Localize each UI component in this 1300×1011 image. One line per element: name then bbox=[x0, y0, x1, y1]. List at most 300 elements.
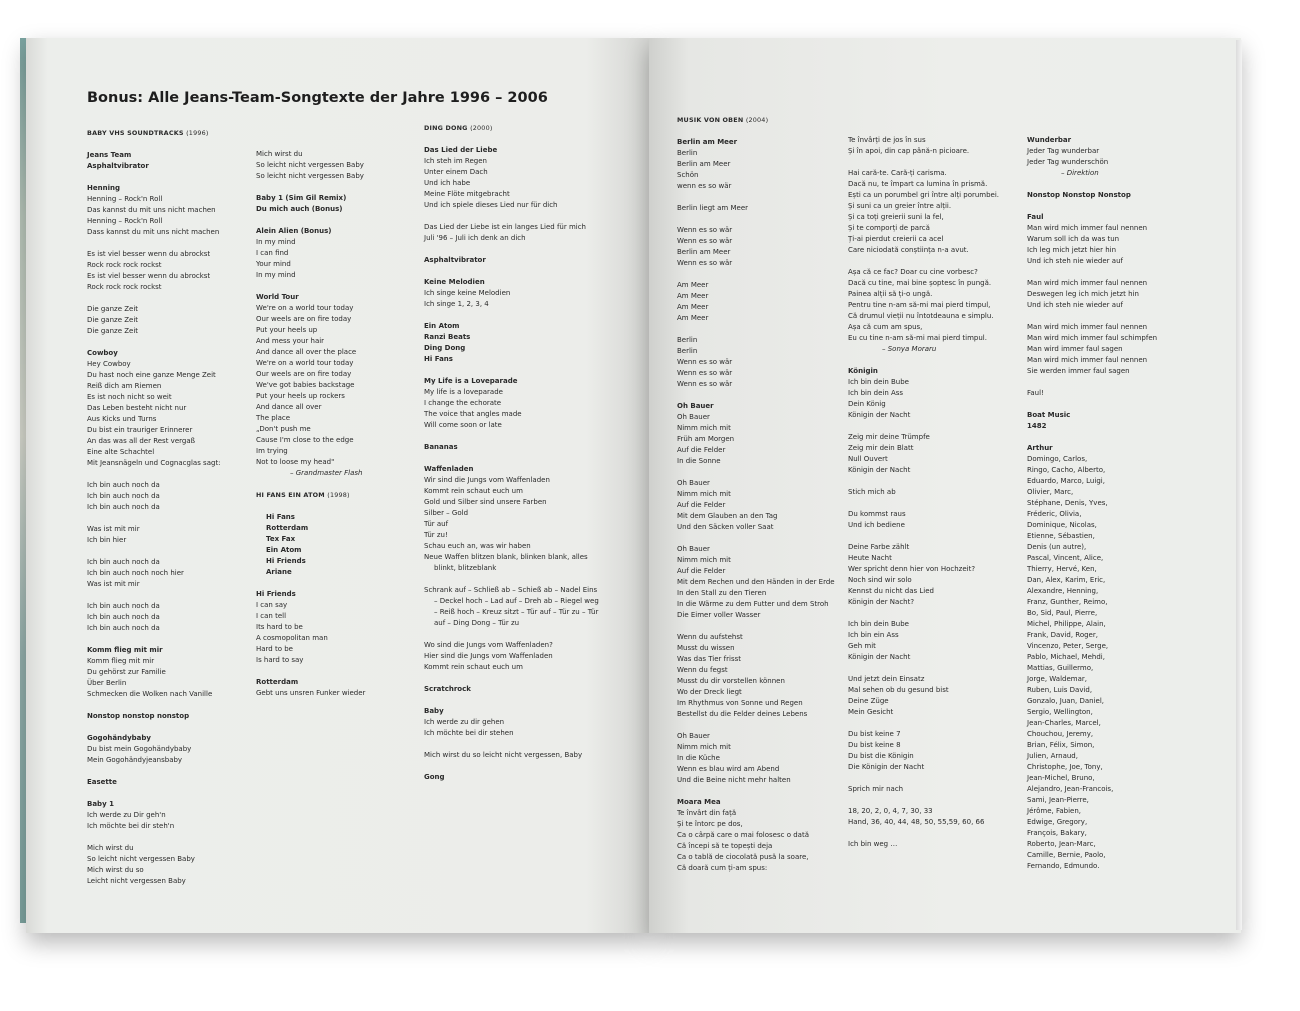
lyric-line: Geh mit bbox=[848, 642, 876, 650]
song-title: Faul bbox=[1027, 213, 1044, 221]
song-title: My Life is a Loveparade bbox=[424, 377, 518, 385]
song-title: World Tour bbox=[256, 293, 299, 301]
lyric-line: Mich wirst du so leicht nicht vergessen, Baby bbox=[424, 751, 583, 759]
lyric-line: Ți-ai pierdut creierii ca acel bbox=[848, 235, 944, 243]
song-title: Arthur bbox=[1027, 444, 1053, 452]
lyric-line: Du hast noch eine ganze Menge Zeit bbox=[87, 371, 216, 379]
lyric-line: Leicht nicht vergessen Baby bbox=[87, 877, 186, 885]
lyric-block bbox=[256, 512, 365, 578]
lyric-block bbox=[87, 348, 221, 469]
lyric-block bbox=[1027, 190, 1157, 201]
lyric-line: auf – Ding Dong – Tür zu bbox=[434, 619, 520, 627]
lyric-line: Man wird mich immer faul nennen bbox=[1027, 323, 1148, 331]
lyric-block bbox=[87, 711, 221, 722]
lyric-line: Dacă nu, te împart ca lumina în prismă. bbox=[848, 180, 988, 188]
lyric-line: Und ich spiele dieses Lied nur für dich bbox=[424, 201, 558, 209]
lyric-line: Christophe, Joe, Tony, bbox=[1027, 763, 1103, 771]
lyric-line: Și suni ca un greier între alții. bbox=[848, 202, 952, 210]
lyric-block bbox=[1027, 388, 1157, 399]
lyric-line: Deine Farbe zählt bbox=[848, 543, 910, 551]
lyric-line: Hard to be bbox=[256, 645, 293, 653]
lyric-line: Stich mich ab bbox=[848, 488, 896, 496]
lyric-line: Die Königin der Nacht bbox=[848, 763, 925, 771]
lyric-block bbox=[87, 799, 221, 832]
lyric-line: Ich bin auch noch da bbox=[87, 558, 160, 566]
song-title: Tex Fax bbox=[266, 535, 296, 543]
song-title: Hi Fans bbox=[266, 513, 295, 521]
lyric-line: Im trying bbox=[256, 447, 288, 455]
song-title: Scratchrock bbox=[424, 685, 471, 693]
lyric-line: Jorge, Waldemar, bbox=[1027, 675, 1087, 683]
song-title: Baby 1 (Sim Gil Remix) bbox=[256, 194, 347, 202]
lyric-line: Alejandro, Jean-Francois, bbox=[1027, 785, 1114, 793]
text-column-3 bbox=[424, 123, 599, 794]
lyric-block bbox=[1027, 135, 1157, 179]
song-title: Ein Atom bbox=[266, 546, 302, 554]
lyric-line: We're on a world tour today bbox=[256, 304, 354, 312]
lyric-block bbox=[256, 149, 365, 182]
lyric-line: Und die Beine nicht mehr halten bbox=[677, 776, 791, 784]
lyric-line: Dacă cu tine, mai bine șoptesc în pungă. bbox=[848, 279, 992, 287]
lyric-line: Wo sind die Jungs vom Waffenladen? bbox=[424, 641, 553, 649]
lyric-line: Put your heels up bbox=[256, 326, 318, 334]
lyric-line: Nimm mich mit bbox=[677, 490, 731, 498]
lyric-line: Man wird mich immer faul schimpfen bbox=[1027, 334, 1158, 342]
lyric-block bbox=[256, 589, 365, 666]
lyric-line: Ringo, Cacho, Alberto, bbox=[1027, 466, 1106, 474]
lyric-line: Und ich bediene bbox=[848, 521, 905, 529]
lyric-line: Am Meer bbox=[677, 314, 709, 322]
lyric-line: So leicht nicht vergessen Baby bbox=[87, 855, 195, 863]
lyric-line: A cosmopolitan man bbox=[256, 634, 328, 642]
song-title: Ein Atom bbox=[424, 322, 460, 330]
lyric-line: Am Meer bbox=[677, 303, 709, 311]
lyric-block bbox=[848, 366, 999, 421]
lyric-line: Ich bin dein Bube bbox=[848, 378, 909, 386]
lyric-block bbox=[256, 193, 365, 215]
lyric-line: Zeig mir dein Blatt bbox=[848, 444, 914, 452]
lyric-line: Die Eimer voller Wasser bbox=[677, 611, 761, 619]
lyric-line: Jérôme, Fabien, bbox=[1027, 807, 1081, 815]
lyric-line: Mit Jeansnägeln und Cognacglas sagt: bbox=[87, 459, 221, 467]
lyric-line: Așa că cum am spus, bbox=[848, 323, 923, 331]
lyric-line: Komm flieg mit mir bbox=[87, 657, 155, 665]
lyric-line: Michel, Philippe, Alain, bbox=[1027, 620, 1106, 628]
lyric-line: Wenn du aufstehst bbox=[677, 633, 743, 641]
lyric-line: Frank, David, Roger, bbox=[1027, 631, 1098, 639]
lyric-block bbox=[424, 222, 599, 244]
lyric-line: Aus Kicks und Turns bbox=[87, 415, 157, 423]
lyric-line: blinkt, blitzeblank bbox=[434, 564, 497, 572]
lyric-block bbox=[848, 135, 999, 157]
lyric-line: François, Bakary, bbox=[1027, 829, 1087, 837]
lyric-line: Vincenzo, Peter, Serge, bbox=[1027, 642, 1109, 650]
lyric-line: Schmecken die Wolken nach Vanille bbox=[87, 690, 213, 698]
lyric-line: Königin der Nacht bbox=[848, 466, 911, 474]
lyric-line: Ich bin dein Bube bbox=[848, 620, 909, 628]
lyric-line: Man wird mich immer faul nennen bbox=[1027, 356, 1148, 364]
lyric-line: I can find bbox=[256, 249, 289, 257]
lyric-line: Dominique, Nicolas, bbox=[1027, 521, 1097, 529]
lyric-line: Du bist keine 7 bbox=[848, 730, 901, 738]
lyric-line: Hai cară-te. Cară-ți carisma. bbox=[848, 169, 947, 177]
lyric-line: And dance all over bbox=[256, 403, 322, 411]
lyric-line: Oh Bauer bbox=[677, 732, 710, 740]
lyric-line: We're on a world tour today bbox=[256, 359, 354, 367]
song-title: Bananas bbox=[424, 443, 458, 451]
lyric-line: Ich bin auch noch noch hier bbox=[87, 569, 184, 577]
lyric-line: Die ganze Zeit bbox=[87, 305, 139, 313]
lyric-block bbox=[677, 225, 835, 269]
lyric-block bbox=[424, 464, 599, 574]
lyric-line: Man wird mich immer faul nennen bbox=[1027, 224, 1148, 232]
lyric-line: Silber – Gold bbox=[424, 509, 469, 517]
lyric-line: Mattias, Guillermo, bbox=[1027, 664, 1094, 672]
lyric-line: Kennst du nicht das Lied bbox=[848, 587, 934, 595]
lyric-line: The voice that angles made bbox=[424, 410, 522, 418]
lyric-line: Früh am Morgen bbox=[677, 435, 735, 443]
lyric-line: Die ganze Zeit bbox=[87, 327, 139, 335]
lyric-line: Care niciodată conștiința n-a avut. bbox=[848, 246, 969, 254]
lyric-line: Pentru tine n-am să-mi mai pierd timpul, bbox=[848, 301, 991, 309]
lyric-line: Așa că ce fac? Doar cu cine vorbesc? bbox=[848, 268, 978, 276]
song-title: Gogohändybaby bbox=[87, 734, 151, 742]
lyric-line: Und ich steh nie wieder auf bbox=[1027, 301, 1123, 309]
lyric-line: Mit dem Glauben an den Tag bbox=[677, 512, 778, 520]
lyric-line: Pablo, Michael, Mehdi, bbox=[1027, 653, 1105, 661]
lyric-line: Unter einem Dach bbox=[424, 168, 488, 176]
song-title: Baby bbox=[424, 707, 444, 715]
lyric-line: Sprich mir nach bbox=[848, 785, 904, 793]
lyric-line: Was ist mit mir bbox=[87, 580, 140, 588]
lyric-line: Că drumul vieții nu întotdeauna e simplu. bbox=[848, 312, 994, 320]
text-column-6 bbox=[1027, 135, 1157, 883]
lyric-line: Eu cu tine n-am să-mi mai pierd timpul. bbox=[848, 334, 987, 342]
lyric-block bbox=[87, 183, 221, 238]
lyric-line: Jeder Tag wunderschön bbox=[1027, 158, 1109, 166]
lyric-block bbox=[677, 203, 835, 214]
lyric-block bbox=[87, 249, 221, 293]
lyric-line: Schön bbox=[677, 171, 699, 179]
lyric-line: Ich bin hier bbox=[87, 536, 127, 544]
lyric-block bbox=[87, 645, 221, 700]
lyric-block bbox=[87, 150, 221, 172]
lyric-line: The place bbox=[256, 414, 291, 422]
song-title: Asphaltvibrator bbox=[424, 256, 486, 264]
lyric-line: Rock rock rock rockst bbox=[87, 283, 162, 291]
lyric-block bbox=[848, 806, 999, 828]
lyric-line: Wir sind die Jungs vom Waffenladen bbox=[424, 476, 550, 484]
lyric-block bbox=[424, 145, 599, 211]
song-title: Das Lied der Liebe bbox=[424, 146, 498, 154]
lyric-line: Eduardo, Marco, Luigi, bbox=[1027, 477, 1105, 485]
song-title: Oh Bauer bbox=[677, 402, 714, 410]
lyric-line: Jeder Tag wunderbar bbox=[1027, 147, 1100, 155]
lyric-line: Königin der Nacht bbox=[848, 653, 911, 661]
lyric-line: Nimm mich mit bbox=[677, 743, 731, 751]
lyric-line: Und ich habe bbox=[424, 179, 471, 187]
song-title: Ariane bbox=[266, 568, 292, 576]
lyric-line: Berlin am Meer bbox=[677, 160, 731, 168]
lyric-block bbox=[424, 772, 599, 783]
lyric-line: Es ist viel besser wenn du abrockst bbox=[87, 250, 211, 258]
lyric-line: Und den Säcken voller Saat bbox=[677, 523, 774, 531]
lyric-line: Berlin bbox=[677, 149, 698, 157]
song-title: Ranzi Beats bbox=[424, 333, 471, 341]
lyric-line: Că începi să te topești deja bbox=[677, 842, 773, 850]
lyric-line: Roberto, Jean-Marc, bbox=[1027, 840, 1096, 848]
lyric-attribution: – Direktion bbox=[1061, 169, 1099, 177]
lyric-line: Henning – Rock'n Roll bbox=[87, 195, 163, 203]
lyric-line: Es ist noch nicht so weit bbox=[87, 393, 172, 401]
lyric-line: Ca o tablă de ciocolată pusă la soare, bbox=[677, 853, 809, 861]
lyric-line: Mich wirst du bbox=[256, 150, 303, 158]
lyric-block bbox=[848, 432, 999, 476]
lyric-line: So leicht nicht vergessen Baby bbox=[256, 161, 364, 169]
song-title: Keine Melodien bbox=[424, 278, 485, 286]
lyric-block bbox=[87, 524, 221, 546]
lyric-line: Faul! bbox=[1027, 389, 1044, 397]
lyric-line: Über Berlin bbox=[87, 679, 127, 687]
lyric-line: Wenn es so wär bbox=[677, 259, 733, 267]
lyric-line: Am Meer bbox=[677, 281, 709, 289]
lyric-line: An das was all der Rest vergaß bbox=[87, 437, 196, 445]
lyric-line: Jean-Michel, Bruno, bbox=[1027, 774, 1095, 782]
lyric-line: Nimm mich mit bbox=[677, 556, 731, 564]
lyric-line: Eine alte Schachtel bbox=[87, 448, 155, 456]
lyric-line: Berlin bbox=[677, 347, 698, 355]
lyric-line: In my mind bbox=[256, 271, 296, 279]
lyric-line: Man wird immer faul sagen bbox=[1027, 345, 1123, 353]
lyric-line: Bestellst du die Felder deines Lebens bbox=[677, 710, 808, 718]
lyric-line: Ca o cârpă care o mai folosesc o dată bbox=[677, 831, 809, 839]
lyric-line: Și te întorc pe dos, bbox=[677, 820, 743, 828]
lyric-line: Ich bin auch noch da bbox=[87, 503, 160, 511]
lyric-line: Reiß dich am Riemen bbox=[87, 382, 162, 390]
lyric-line: Ich bin auch noch da bbox=[87, 613, 160, 621]
lyric-line: Oh Bauer bbox=[677, 479, 710, 487]
lyric-block bbox=[87, 304, 221, 337]
song-title: Nonstop nonstop nonstop bbox=[87, 712, 190, 720]
lyric-block bbox=[848, 509, 999, 531]
lyric-block bbox=[677, 632, 835, 720]
lyric-line: In den Stall zu den Tieren bbox=[677, 589, 767, 597]
lyric-line: Schau euch an, was wir haben bbox=[424, 542, 531, 550]
lyric-block bbox=[87, 480, 221, 513]
lyric-line: Rock rock rock rockst bbox=[87, 261, 162, 269]
song-title: Hi Friends bbox=[266, 557, 306, 565]
lyric-line: In my mind bbox=[256, 238, 296, 246]
lyric-line: Sergio, Wellington, bbox=[1027, 708, 1093, 716]
lyric-line: Und ich steh nie wieder auf bbox=[1027, 257, 1123, 265]
lyric-line: Du bist mein Gogohändybaby bbox=[87, 745, 192, 753]
lyric-line: Gold und Silber sind unsere Farben bbox=[424, 498, 547, 506]
lyric-block bbox=[424, 442, 599, 453]
lyric-line: Jean-Charles, Marcel, bbox=[1027, 719, 1101, 727]
lyric-line: Am Meer bbox=[677, 292, 709, 300]
lyric-line: Wer spricht denn hier von Hochzeit? bbox=[848, 565, 976, 573]
section-heading: HI FANS EIN ATOM (1998) bbox=[256, 491, 350, 499]
lyric-line: Sie werden immer faul sagen bbox=[1027, 367, 1130, 375]
lyric-line: Das Leben besteht nicht nur bbox=[87, 404, 187, 412]
lyric-line: Wenn es so wär bbox=[677, 369, 733, 377]
song-title: Baby 1 bbox=[87, 800, 114, 808]
lyric-block bbox=[848, 619, 999, 663]
text-column-2 bbox=[256, 149, 365, 710]
lyric-line: Brian, Félix, Simon, bbox=[1027, 741, 1095, 749]
lyric-block bbox=[848, 487, 999, 498]
lyric-line: Henning – Rock'n Roll bbox=[87, 217, 163, 225]
page-title: Bonus: Alle Jeans-Team-Songtexte der Jahre 1996 – 2006 bbox=[87, 90, 548, 106]
song-title: Hi Friends bbox=[256, 590, 296, 598]
lyric-block bbox=[1027, 410, 1157, 432]
lyric-line: So leicht nicht vergessen Baby bbox=[256, 172, 364, 180]
lyric-block bbox=[677, 731, 835, 786]
lyric-line: Du kommst raus bbox=[848, 510, 906, 518]
lyric-block bbox=[848, 674, 999, 718]
lyric-line: Musst du wissen bbox=[677, 644, 735, 652]
lyric-line: Oh Bauer bbox=[677, 413, 710, 421]
lyric-block bbox=[848, 839, 999, 850]
lyric-line: Du gehörst zur Familie bbox=[87, 668, 166, 676]
lyric-line: Fréderic, Olivia, bbox=[1027, 510, 1082, 518]
lyric-line: Ruben, Luis David, bbox=[1027, 686, 1093, 694]
song-title: Ding Dong bbox=[424, 344, 466, 352]
lyric-line: Wenn du fegst bbox=[677, 666, 728, 674]
lyric-line: We've got babies backstage bbox=[256, 381, 355, 389]
song-title: Komm flieg mit mir bbox=[87, 646, 163, 654]
song-title: Jeans Team bbox=[87, 151, 132, 159]
lyric-line: Berlin am Meer bbox=[677, 248, 731, 256]
lyric-line: Denis (un autre), bbox=[1027, 543, 1087, 551]
lyric-line: „Don't push me bbox=[256, 425, 311, 433]
lyric-block bbox=[424, 684, 599, 695]
lyric-line: My life is a loveparade bbox=[424, 388, 503, 396]
lyric-line: Zeig mir deine Trümpfe bbox=[848, 433, 930, 441]
lyric-line: Hier sind die Jungs vom Waffenladen bbox=[424, 652, 553, 660]
lyric-line: Și ca toți greierii suni la fel, bbox=[848, 213, 944, 221]
lyric-line: Noch sind wir solo bbox=[848, 576, 912, 584]
lyric-line: I can say bbox=[256, 601, 288, 609]
lyric-line: Wenn es so wär bbox=[677, 380, 733, 388]
lyric-line: Ich bin weg … bbox=[848, 840, 898, 848]
song-title: Easette bbox=[87, 778, 117, 786]
lyric-line: Königin der Nacht? bbox=[848, 598, 915, 606]
lyric-block bbox=[424, 640, 599, 673]
lyric-block bbox=[848, 784, 999, 795]
lyric-line: Fernando, Edmundo. bbox=[1027, 862, 1100, 870]
lyric-line: Mich wirst du bbox=[87, 844, 134, 852]
song-title: Königin bbox=[848, 367, 878, 375]
lyric-line: Oh Bauer bbox=[677, 545, 710, 553]
lyric-line: Tür auf bbox=[424, 520, 449, 528]
lyric-line: Deswegen leg ich mich jetzt hin bbox=[1027, 290, 1139, 298]
lyric-line: Dass kannst du mit uns nicht machen bbox=[87, 228, 220, 236]
lyric-block bbox=[424, 706, 599, 739]
song-title: Boat Music bbox=[1027, 411, 1071, 419]
lyric-line: Du bist die Königin bbox=[848, 752, 914, 760]
lyric-block bbox=[424, 321, 599, 365]
lyric-line: Edwige, Gregory, bbox=[1027, 818, 1088, 826]
song-title: 1482 bbox=[1027, 422, 1047, 430]
lyric-block bbox=[677, 478, 835, 533]
lyric-block bbox=[87, 601, 221, 634]
lyric-block bbox=[424, 750, 599, 761]
lyric-block bbox=[87, 557, 221, 590]
song-title: Nonstop Nonstop Nonstop bbox=[1027, 191, 1131, 199]
lyric-line: Camille, Bernie, Paolo, bbox=[1027, 851, 1106, 859]
lyric-line: Ich bin ein Ass bbox=[848, 631, 899, 639]
lyric-line: Null Ouvert bbox=[848, 455, 888, 463]
lyric-block bbox=[424, 255, 599, 266]
lyric-line: Ich bin auch noch da bbox=[87, 481, 160, 489]
lyric-line: Ich singe 1, 2, 3, 4 bbox=[424, 300, 489, 308]
song-title: Wunderbar bbox=[1027, 136, 1072, 144]
lyric-line: Meine Flöte mitgebracht bbox=[424, 190, 510, 198]
lyric-line: Die ganze Zeit bbox=[87, 316, 139, 324]
lyric-block bbox=[87, 777, 221, 788]
lyric-line: Schrank auf – Schließ ab – Schieß ab – Nadel Eins bbox=[424, 586, 598, 594]
lyric-block bbox=[1027, 322, 1157, 377]
lyric-attribution: – Grandmaster Flash bbox=[290, 469, 363, 477]
lyric-line: In die Küche bbox=[677, 754, 720, 762]
lyric-line: Es ist viel besser wenn du abrockst bbox=[87, 272, 211, 280]
lyric-block bbox=[848, 267, 999, 355]
lyric-line: Ich bin auch noch da bbox=[87, 492, 160, 500]
lyric-line: Auf die Felder bbox=[677, 501, 726, 509]
lyric-line: Is hard to say bbox=[256, 656, 304, 664]
lyric-line: Auf die Felder bbox=[677, 446, 726, 454]
lyric-line: Dein König bbox=[848, 400, 886, 408]
song-title: Berlin am Meer bbox=[677, 138, 738, 146]
lyric-line: Man wird mich immer faul nennen bbox=[1027, 279, 1148, 287]
lyric-line: Its hard to be bbox=[256, 623, 303, 631]
lyric-line: Will come soon or late bbox=[424, 421, 502, 429]
lyric-line: Olivier, Marc, bbox=[1027, 488, 1074, 496]
lyric-line: – Deckel hoch – Lad auf – Dreh ab – Riegel weg bbox=[434, 597, 599, 605]
lyric-line: Nimm mich mit bbox=[677, 424, 731, 432]
lyric-block bbox=[677, 401, 835, 467]
lyric-line: Wo der Dreck liegt bbox=[677, 688, 742, 696]
lyric-line: Ich singe keine Melodien bbox=[424, 289, 511, 297]
lyric-line: Ich bin dein Ass bbox=[848, 389, 904, 397]
lyric-line: Mein Gesicht bbox=[848, 708, 894, 716]
lyric-block bbox=[256, 292, 365, 479]
lyric-line: Neue Waffen blitzen blank, blinken blank, alles bbox=[424, 553, 588, 561]
lyric-line: Alexandre, Henning, bbox=[1027, 587, 1099, 595]
lyric-line: Our weels are on fire today bbox=[256, 315, 352, 323]
song-title: Cowboy bbox=[87, 349, 118, 357]
lyric-line: And dance all over the place bbox=[256, 348, 357, 356]
lyric-line: Ich bin auch noch da bbox=[87, 624, 160, 632]
lyric-block bbox=[848, 168, 999, 256]
lyric-line: Was das Tier frisst bbox=[677, 655, 741, 663]
lyric-block bbox=[256, 677, 365, 699]
lyric-line: Königin der Nacht bbox=[848, 411, 911, 419]
lyric-line: Auf die Felder bbox=[677, 567, 726, 575]
lyric-line: Wenn es so wär bbox=[677, 237, 733, 245]
lyric-line: Ești ca un porumbel gri între alți porumbei. bbox=[848, 191, 1000, 199]
lyric-line: Mich wirst du so bbox=[87, 866, 144, 874]
lyric-line: 18, 20, 2, 0, 4, 7, 30, 33 bbox=[848, 807, 933, 815]
lyric-block bbox=[1027, 212, 1157, 267]
section-heading: DING DONG (2000) bbox=[424, 124, 493, 132]
lyric-line: Și te comporți de parcă bbox=[848, 224, 930, 232]
song-title: Rotterdam bbox=[256, 678, 299, 686]
lyric-block bbox=[1027, 278, 1157, 311]
lyric-line: Ich bin auch noch da bbox=[87, 602, 160, 610]
lyric-line: Wenn es so wär bbox=[677, 358, 733, 366]
